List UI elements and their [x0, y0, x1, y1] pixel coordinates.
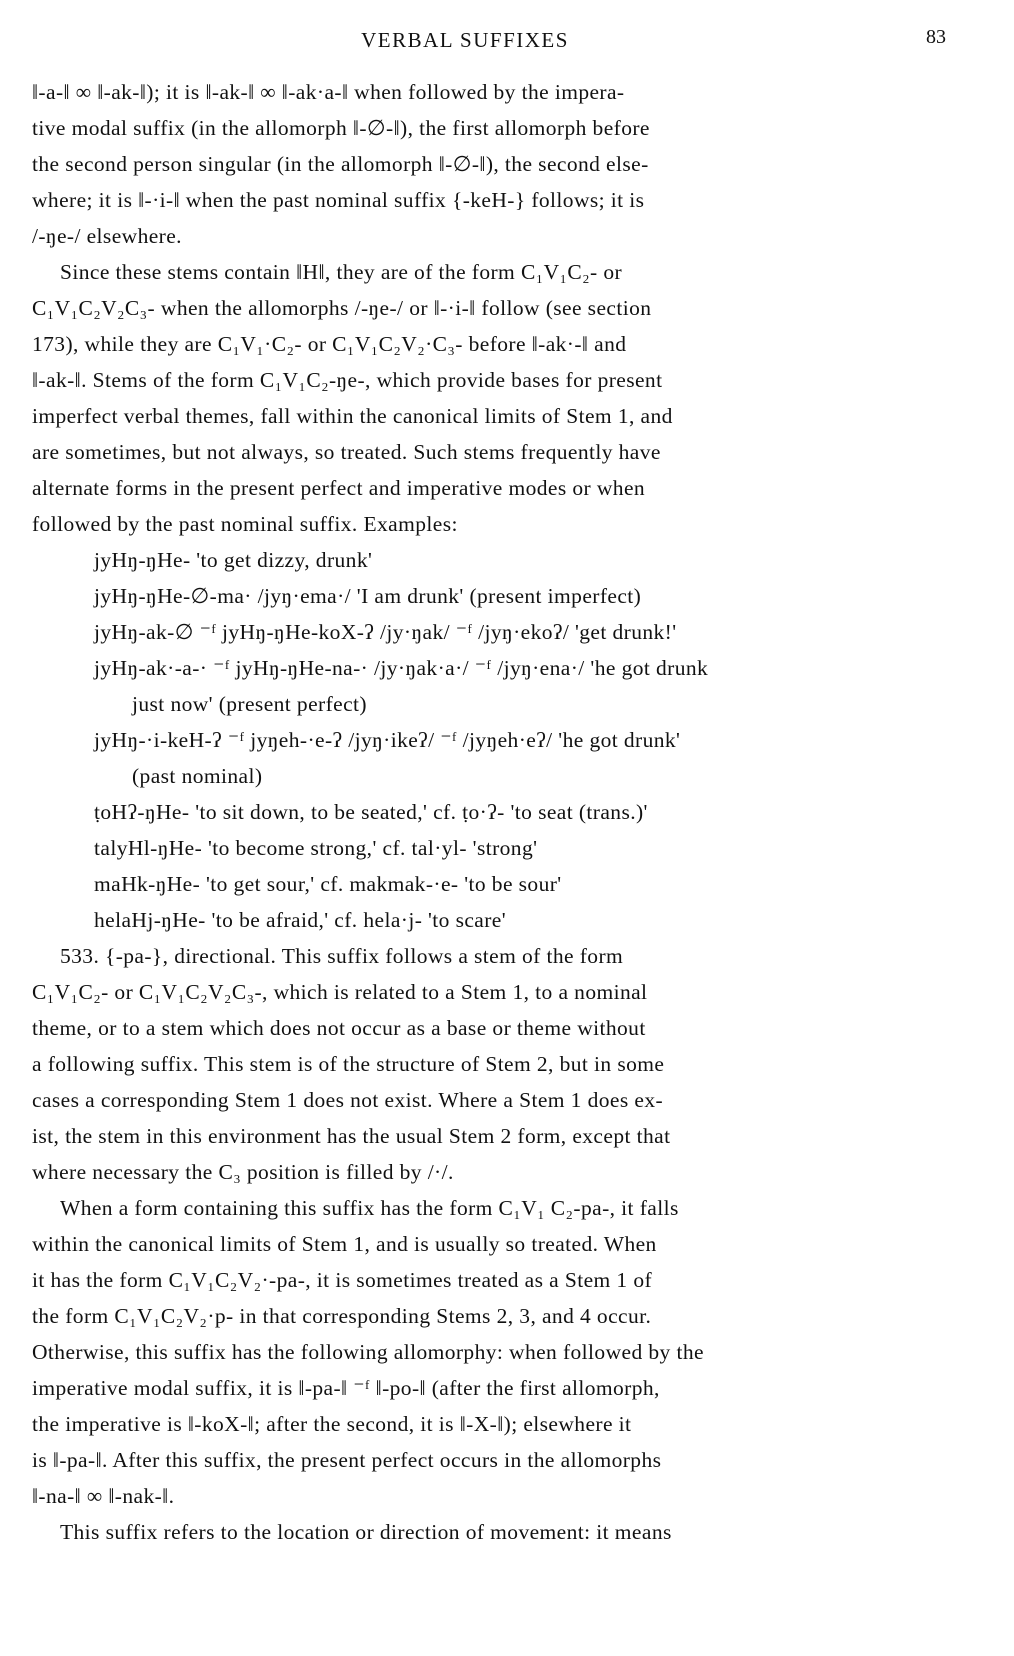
example-line: talyHl-ŋHe- 'to become strong,' cf. tal·yl- 'strong' — [94, 836, 538, 860]
example-line: ṭoHʔ-ŋHe- 'to sit down, to be seated,' cf. ṭo·ʔ- 'to seat (trans.)' — [94, 800, 648, 824]
text-line: Otherwise, this suffix has the following allomorphy: when followed by the — [32, 1340, 704, 1364]
example-line: jyHŋ-ŋHe- 'to get dizzy, drunk' — [94, 548, 373, 572]
text-line: where necessary the C₃ position is filled by /·/. — [32, 1160, 454, 1184]
text-line: 533. {-pa-}, directional. This suffix follows a stem of the form — [60, 944, 624, 968]
text-line: the second person singular (in the allomorph ‖-∅-‖), the second else- — [32, 152, 649, 176]
text-line: imperative modal suffix, it is ‖-pa-‖ ⁻ᶠ ‖-po-‖ (after the first allomorph, — [32, 1376, 660, 1400]
text-line: tive modal suffix (in the allomorph ‖-∅-‖), the first allomorph before — [32, 116, 650, 140]
text-line: followed by the past nominal suffix. Examples: — [32, 512, 458, 536]
text-line: alternate forms in the present perfect and imperative modes or when — [32, 476, 646, 500]
text-line: a following suffix. This stem is of the structure of Stem 2, but in some — [32, 1052, 665, 1076]
text-line: the imperative is ‖-koX-‖; after the second, it is ‖-X-‖); elsewhere it — [32, 1412, 632, 1436]
text-line: Since these stems contain ‖H‖, they are of the form C₁V₁C₂- or — [60, 260, 623, 284]
text-line: is ‖-pa-‖. After this suffix, the present perfect occurs in the allomorphs — [32, 1448, 662, 1472]
example-line: jyHŋ-·i-keH-ʔ ⁻ᶠ jyŋeh-·e-ʔ /jyŋ·ikeʔ/ ⁻ᶠ /jyŋeh·eʔ/ 'he got drunk' — [94, 728, 681, 752]
example-line: jyHŋ-ŋHe-∅-ma· /jyŋ·ema·/ 'I am drunk' (present imperfect) — [94, 584, 642, 608]
text-line: cases a corresponding Stem 1 does not exist. Where a Stem 1 does ex- — [32, 1088, 664, 1112]
example-line: maHk-ŋHe- 'to get sour,' cf. makmak-·e- 'to be sour' — [94, 872, 562, 896]
example-line: (past nominal) — [132, 764, 263, 788]
text-line: C₁V₁C₂- or C₁V₁C₂V₂C₃-, which is related to a Stem 1, to a nominal — [32, 980, 648, 1004]
running-title: VERBAL SUFFIXES — [361, 28, 569, 52]
page-number: 83 — [926, 26, 946, 48]
page-header — [0, 22, 1014, 62]
text-line: 173), while they are C₁V₁·C₂- or C₁V₁C₂V₂·C₃- before ‖-ak·-‖ and — [32, 332, 627, 356]
text-line: This suffix refers to the location or direction of movement: it means — [60, 1520, 672, 1544]
text-line: within the canonical limits of Stem 1, and is usually so treated. When — [32, 1232, 657, 1256]
example-line: helaHj-ŋHe- 'to be afraid,' cf. hela·j- 'to scare' — [94, 908, 507, 932]
text-line: imperfect verbal themes, fall within the canonical limits of Stem 1, and — [32, 404, 673, 428]
text-line: the form C₁V₁C₂V₂·p- in that corresponding Stems 2, 3, and 4 occur. — [32, 1304, 652, 1328]
example-line: jyHŋ-ak-∅ ⁻ᶠ jyHŋ-ŋHe-koX-ʔ /jy·ŋak/ ⁻ᶠ /jyŋ·ekoʔ/ 'get drunk!' — [94, 620, 677, 644]
example-line: just now' (present perfect) — [132, 692, 367, 716]
text-line: ‖-ak-‖. Stems of the form C₁V₁C₂-ŋe-, which provide bases for present — [32, 368, 663, 392]
text-line: ist, the stem in this environment has the usual Stem 2 form, except that — [32, 1124, 671, 1148]
example-line: jyHŋ-ak·-a-· ⁻ᶠ jyHŋ-ŋHe-na-· /jy·ŋak·a·/ ⁻ᶠ /jyŋ·ena·/ 'he got drunk — [94, 656, 709, 680]
text-line: theme, or to a stem which does not occur as a base or theme without — [32, 1016, 646, 1040]
text-line: where; it is ‖-·i-‖ when the past nominal suffix {-keH-} follows; it is — [32, 188, 645, 212]
text-line: ‖-na-‖ ∞ ‖-nak-‖. — [32, 1484, 175, 1508]
text-line: When a form containing this suffix has the form C₁V₁ C₂-pa-, it falls — [60, 1196, 679, 1220]
text-line: ‖-a-‖ ∞ ‖-ak-‖); it is ‖-ak-‖ ∞ ‖-ak·a-‖ when followed by the impera- — [32, 80, 625, 104]
text-line: it has the form C₁V₁C₂V₂·-pa-, it is sometimes treated as a Stem 1 of — [32, 1268, 653, 1292]
text-line: are sometimes, but not always, so treated. Such stems frequently have — [32, 440, 661, 464]
text-line: /-ŋe-/ elsewhere. — [32, 224, 182, 248]
text-line: C₁V₁C₂V₂C₃- when the allomorphs /-ŋe-/ or ‖-·i-‖ follow (see section — [32, 296, 652, 320]
